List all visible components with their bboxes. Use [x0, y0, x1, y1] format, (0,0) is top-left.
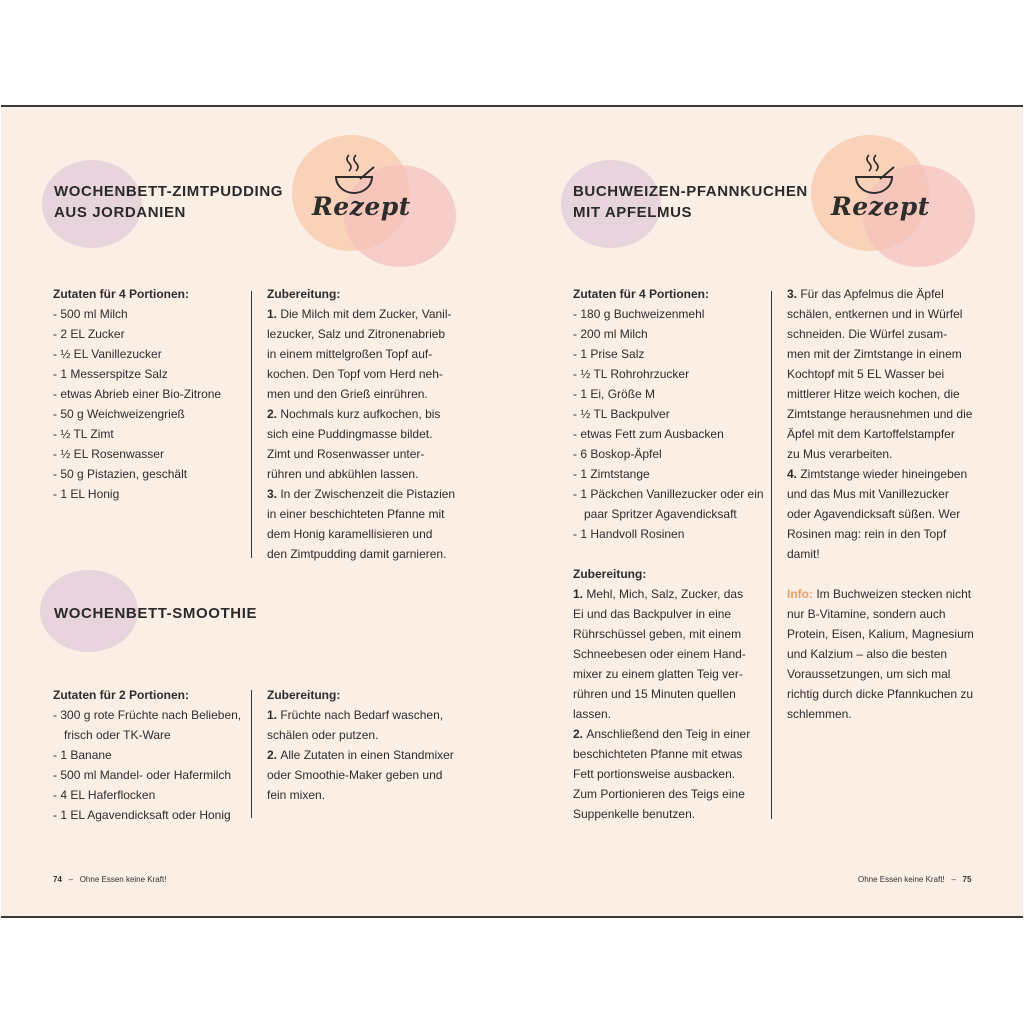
page-number: 74	[53, 875, 62, 884]
ingredient-item: - ½ TL Backpulver	[573, 404, 768, 424]
ingredient-item: - 2 EL Zucker	[53, 324, 248, 344]
ingredient-item: - 500 ml Milch	[53, 304, 248, 324]
ingredients-heading: Zutaten für 4 Portionen:	[53, 287, 189, 301]
ingredient-item: - etwas Fett zum Ausbacken	[573, 424, 768, 444]
ingredient-item: - 6 Boskop-Äpfel	[573, 444, 768, 464]
step-number: 3.	[787, 287, 801, 301]
preparation-heading: Zubereitung:	[267, 688, 341, 702]
prep-step-list	[787, 284, 987, 564]
preparation-steps	[787, 284, 987, 724]
rezept-badge: Rezept	[831, 192, 930, 221]
step-number: 4.	[787, 467, 801, 481]
prep-step: 2. Alle Zutaten in einen Standmixer oder Smoothie-Maker geben und fein mixen.	[267, 748, 454, 802]
ingredient-item: - 1 Prise Salz	[573, 344, 768, 364]
footer-separator: –	[951, 875, 956, 884]
ingredient-item: - 200 ml Milch	[573, 324, 768, 344]
footer-title: Ohne Essen keine Kraft!	[858, 875, 945, 884]
ingredient-items	[573, 304, 768, 544]
info-label: Info:	[787, 587, 813, 601]
step-number: 2.	[267, 407, 281, 421]
ingredient-item: - 50 g Weichweizengrieß	[53, 404, 248, 424]
preparation-steps	[267, 284, 467, 564]
ingredient-item: - ½ TL Rohrohrzucker	[573, 364, 768, 384]
page-number: 75	[962, 875, 972, 884]
recipe-title: BUCHWEIZEN-PFANNKUCHEN MIT APFELMUS	[573, 183, 808, 221]
prep-step: 2. Anschließend den Teig in einer beschichteten Pfanne mit etwas Fett portionsweise ausbacken. Zum Portionieren des Teigs eine Suppenkelle benutzen.	[573, 727, 751, 821]
prep-step: 1. Mehl, Mich, Salz, Zucker, das Ei und das Backpulver in eine Rührschüssel geben, mit einem Schneebesen oder einem Hand- mixer zu einem glatten Teig ver- rühren und 15 Minuten quellen lassen.	[573, 587, 746, 721]
ingredient-item: - 4 EL Haferflocken	[53, 785, 248, 805]
recipe-title: WOCHENBETT-ZIMTPUDDING AUS JORDANIEN	[54, 183, 284, 221]
step-number: 1.	[573, 587, 587, 601]
ingredient-item: - ½ EL Vanillezucker	[53, 344, 248, 364]
footer-separator: –	[68, 875, 74, 884]
preparation-steps	[267, 685, 467, 805]
ingredient-item: - 1 EL Honig	[53, 484, 248, 504]
prep-step: 3. In der Zwischenzeit die Pistazien in einer beschichteten Pfanne mit dem Honig karamellisieren und den Zimtpudding damit garnieren.	[267, 487, 456, 561]
bowl-steam-icon	[330, 153, 378, 197]
prep-step: 3. Für das Apfelmus die Äpfel schälen, entkernen und in Würfel schneiden. Die Würfel zusam- men mit der Zimtstange in einem Kochtopf mit 5 EL Wasser bei mittlerer Hitze weich kochen, die Zimtstange herausnehmen und die Äpfel mit dem Kartoffelstampfer zu Mus verarbeiten.	[787, 287, 973, 461]
ingredient-item: - 1 Handvoll Rosinen	[573, 524, 768, 544]
prep-step: 1. Die Milch mit dem Zucker, Vanil- lezucker, Salz und Zitronenabrieb in einem mittelgroßen Topf auf- kochen. Den Topf vom Herd neh- men und den Grieß einrühren.	[267, 307, 452, 401]
ingredients-heading: Zutaten für 4 Portionen:	[573, 287, 709, 301]
info-text: Im Buchweizen stecken nicht nur B-Vitamine, sondern auch Protein, Eisen, Kalium, Magnesium und Kalzium – also die besten Voraussetzungen, um sich mal richtig durch dicke Pfannkuchen zu schlemmen.	[787, 587, 974, 721]
ingredients-list	[53, 284, 248, 504]
ingredient-item: - 1 Messerspitze Salz	[53, 364, 248, 384]
ingredient-item: - 300 g rote Früchte nach Belieben, frisch oder TK-Ware	[53, 705, 248, 745]
step-number: 1.	[267, 708, 281, 722]
ingredient-item: - 1 Ei, Größe M	[573, 384, 768, 404]
column-divider	[771, 291, 772, 819]
ingredient-item: - 1 Zimtstange	[573, 464, 768, 484]
info-box	[787, 584, 987, 724]
prep-step: 4. Zimtstange wieder hineingeben und das Mus mit Vanillezucker oder Agavendicksaft süßen. Wer Rosinen mag: rein in den Topf damit!	[787, 467, 968, 561]
ingredient-items	[53, 705, 248, 825]
ingredient-item: - ½ TL Zimt	[53, 424, 248, 444]
recipe-title: WOCHENBETT-SMOOTHIE	[54, 605, 258, 622]
prep-step: 1. Früchte nach Bedarf waschen, schälen oder putzen.	[267, 708, 444, 742]
column-divider	[251, 291, 252, 558]
prep-step: 2. Nochmals kurz aufkochen, bis sich eine Puddingmasse bildet. Zimt und Rosenwasser unter- rühren und abkühlen lassen.	[267, 407, 441, 481]
ingredients-list	[573, 284, 768, 824]
preparation-heading: Zubereitung:	[267, 287, 341, 301]
ingredient-item: - 1 Päckchen Vanillezucker oder ein paar Spritzer Agavendicksaft	[573, 484, 768, 524]
step-number: 1.	[267, 307, 281, 321]
step-number: 2.	[573, 727, 587, 741]
step-number: 2.	[267, 748, 281, 762]
column-divider	[251, 690, 252, 818]
rezept-badge: Rezept	[312, 192, 411, 221]
ingredient-item: - 1 EL Agavendicksaft oder Honig	[53, 805, 248, 825]
step-number: 3.	[267, 487, 281, 501]
ingredient-items	[53, 304, 248, 504]
prep-step-list	[267, 705, 467, 805]
ingredient-item: - 180 g Buchweizenmehl	[573, 304, 768, 324]
preparation-heading: Zubereitung:	[573, 567, 647, 581]
prep-step-list	[573, 584, 768, 824]
bowl-steam-icon	[850, 153, 898, 197]
ingredients-list	[53, 685, 248, 825]
ingredients-heading: Zutaten für 2 Portionen:	[53, 688, 189, 702]
footer-title: Ohne Essen keine Kraft!	[79, 875, 167, 884]
ingredient-item: - 1 Banane	[53, 745, 248, 765]
ingredient-item: - 500 ml Mandel- oder Hafermilch	[53, 765, 248, 785]
prep-step-list	[267, 304, 467, 564]
page-footer	[858, 874, 971, 886]
ingredient-item: - 50 g Pistazien, geschält	[53, 464, 248, 484]
ingredient-item: - etwas Abrieb einer Bio-Zitrone	[53, 384, 248, 404]
ingredient-item: - ½ EL Rosenwasser	[53, 444, 248, 464]
page-footer	[53, 874, 166, 886]
